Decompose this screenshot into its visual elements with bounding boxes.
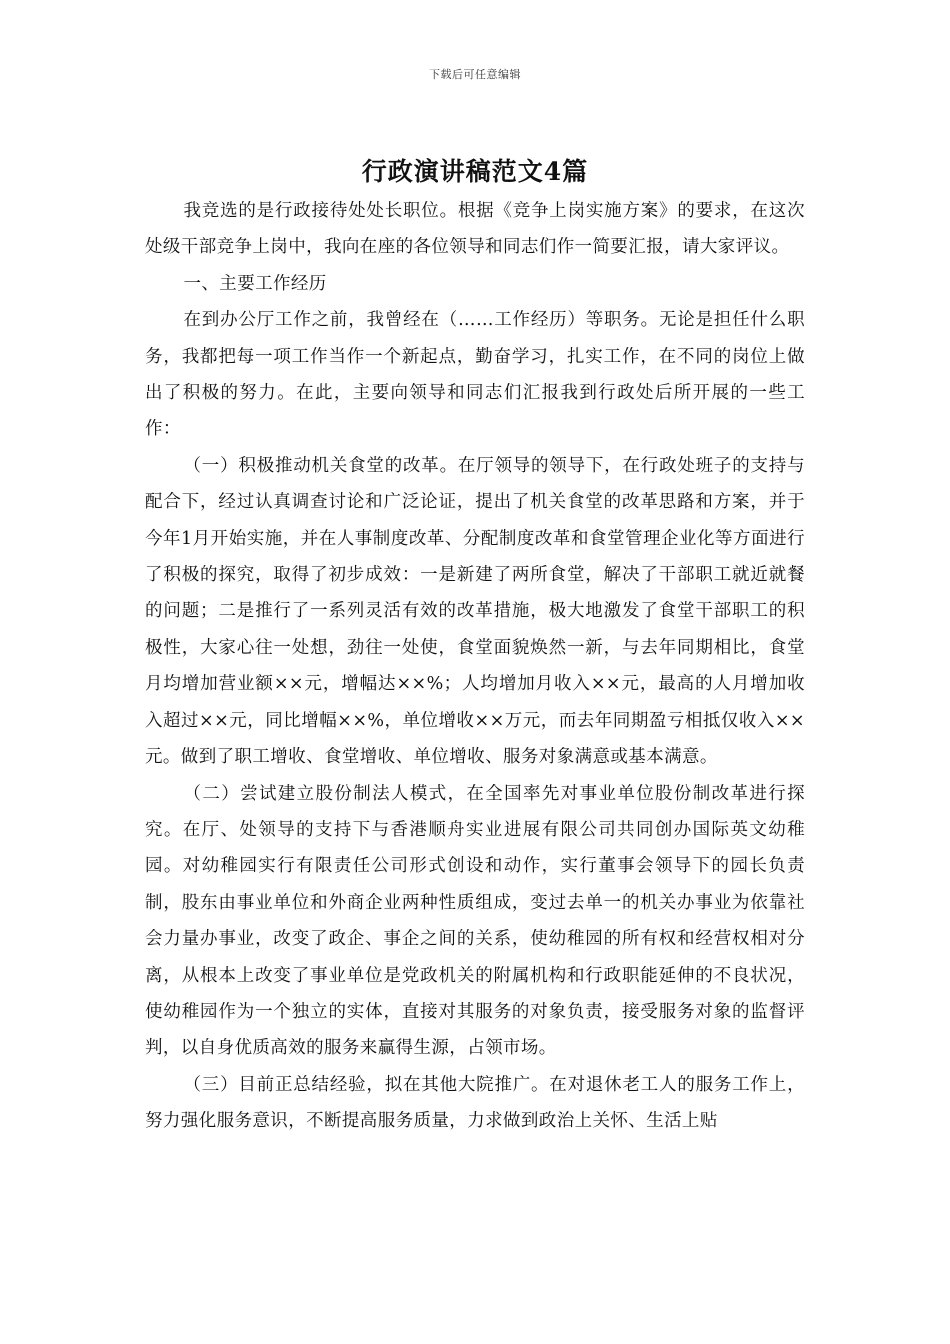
- paragraph-intro: 我竞选的是行政接待处处长职位。根据《竞争上岗实施方案》的要求，在这次处级干部竞争上岗中，我向在座的各位领导和同志们作一简要汇报，请大家评议。: [145, 201, 805, 258]
- document-title: 行政演讲稿范文4篇: [361, 157, 589, 186]
- paragraph-cafeteria-reform: （一）积极推动机关食堂的改革。在厅领导的领导下，在行政处班子的支持与配合下，经过认真调查讨论和广泛论证，提出了机关食堂的改革思路和方案，并于今年1月开始实施，并在人事制度改革、分配制度改革和食堂管理企业化等方面进行了积极的探究，取得了初步成效：一是新建了两所食堂，解决了干部职工就近就餐的问题；二是推行了一系列灵活有效的改革措施，极大地激发了食堂干部职工的积极性，大家心往一处想，劲往一处使，食堂面貌焕然一新，与去年同期相比，食堂月均增加营业额××元，增幅达××%；人均增加月收入××元，最高的人月增加收入超过××元，同比增幅××%，单位增收××万元，而去年同期盈亏相抵仅收入××元。做到了职工增收、食堂增收、单位增收、服务对象满意或基本满意。: [145, 455, 805, 768]
- paragraph-kindergarten-shareholding: （二）尝试建立股份制法人模式，在全国率先对事业单位股份制改革进行探究。在厅、处领导的支持下与香港顺舟实业进展有限公司共同创办国际英文幼稚园。对幼稚园实行有限责任公司形式创设和动作，实行董事会领导下的园长负责制，股东由事业单位和外商企业两种性质组成，变过去单一的机关办事业为依靠社会力量办事业，改变了政企、事企之间的关系，使幼稚园的所有权和经营权相对分离，从根本上改变了事业单位是党政机关的附属机构和行政职能延伸的不良状况，使幼稚园作为一个独立的实体，直接对其服务的对象负责，接受服务对象的监督评判，以自身优质高效的服务来赢得生源，占领市场。: [145, 783, 805, 1059]
- document-body: [145, 193, 805, 1140]
- paragraph-work-history: 在到办公厅工作之前，我曾经在（……工作经历）等职务。无论是担任什么职务，我都把每一项工作当作一个新起点，勤奋学习，扎实工作，在不同的岗位上做出了积极的努力。在此，主要向领导和同志们汇报我到行政处后所开展的一些工作：: [145, 310, 805, 440]
- section-heading-work-experience: 一、主要工作经历: [183, 273, 327, 294]
- page-header-note: 下载后可任意编辑: [429, 68, 521, 81]
- paragraph-experience-summary: （三）目前正总结经验，拟在其他大院推广。在对退休老工人的服务工作上，努力强化服务意识，不断提高服务质量，力求做到政治上关怀、生活上贴: [145, 1074, 805, 1132]
